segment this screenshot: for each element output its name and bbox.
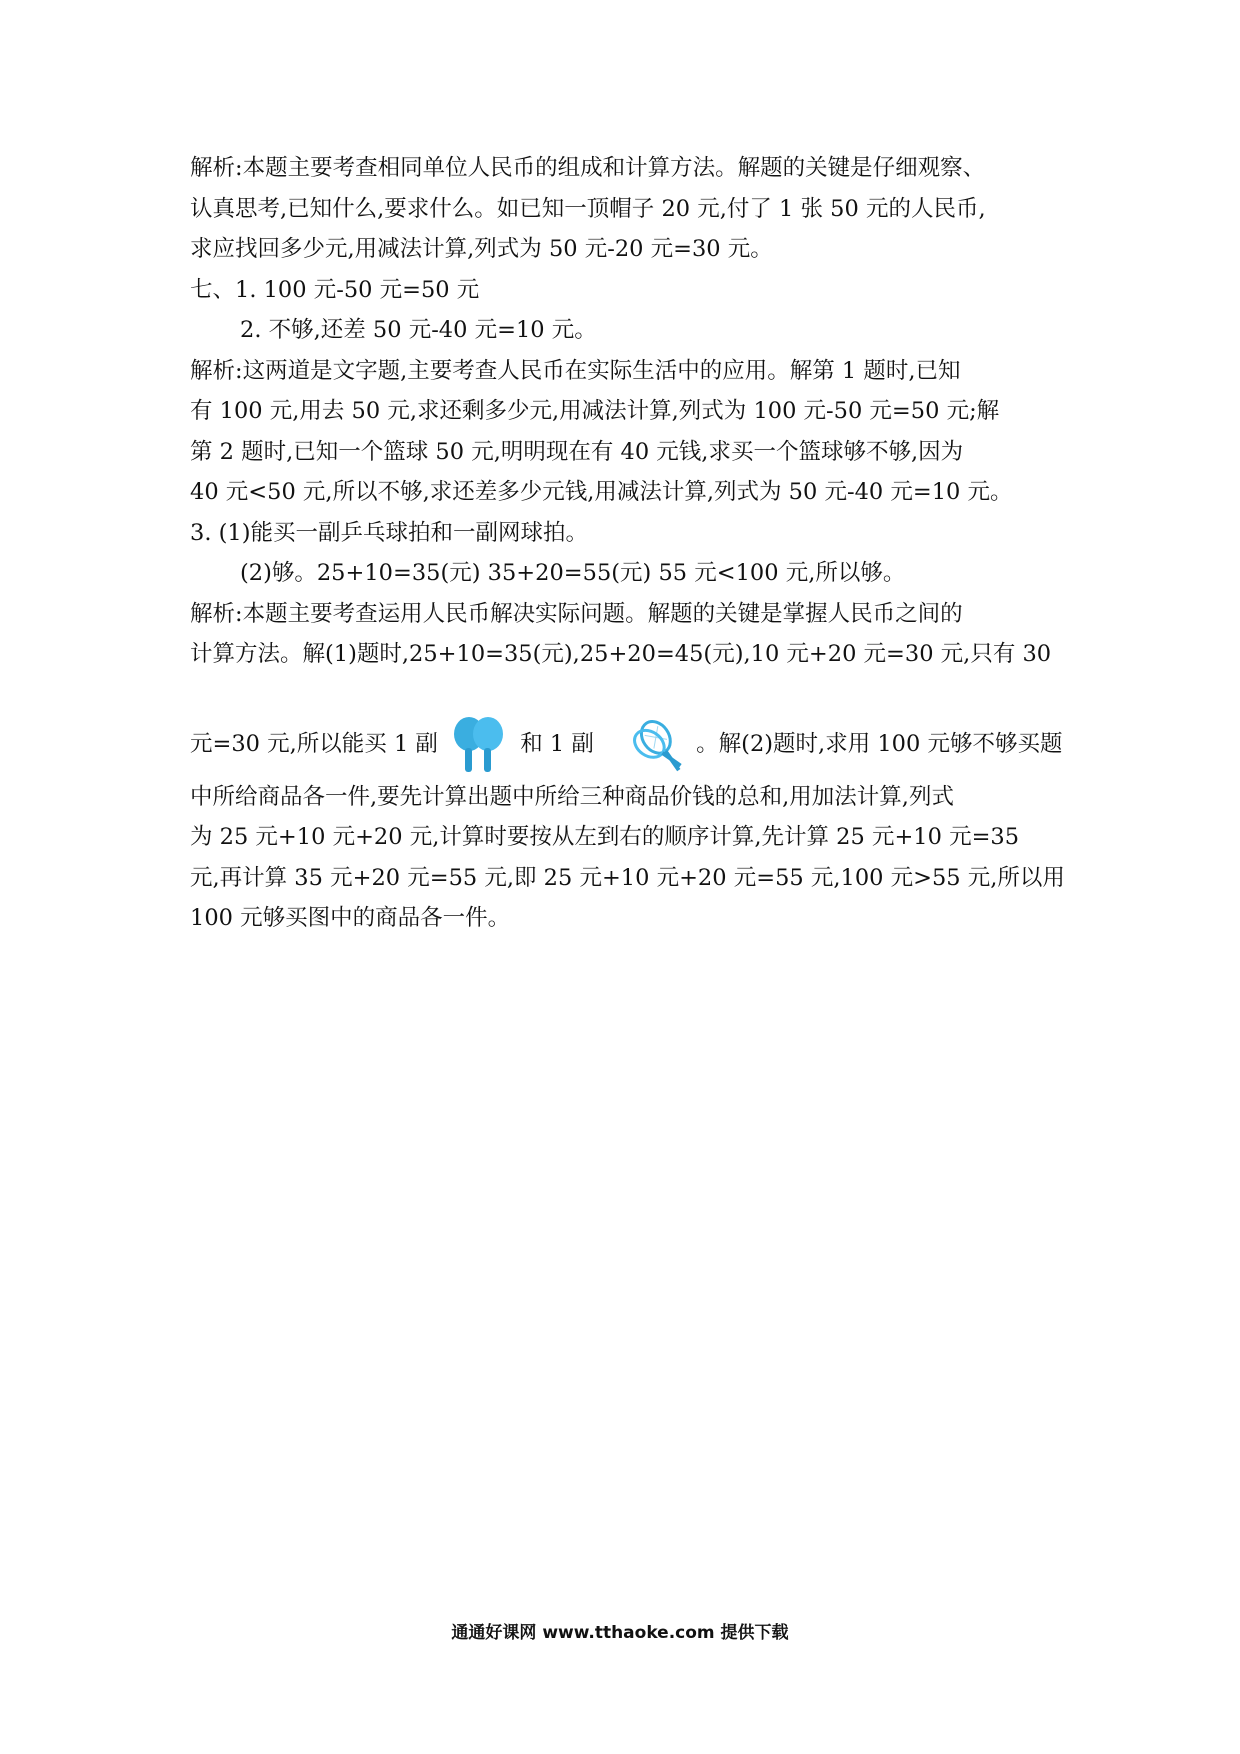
analysis-line-10: 中所给商品各一件,要先计算出题中所给三种商品价钱的总和,用加法计算,列式 [190, 783, 954, 810]
analysis-line-11: 为 25 元+10 元+20 元,计算时要按从左到右的顺序计算,先计算 25 元+10 元=35 [190, 824, 1020, 850]
tennis-rackets-icon [607, 717, 683, 773]
answer-three-1: 3. (1)能买一副乒乓球拍和一副网球拍。 [190, 519, 588, 546]
icon-line-before: 元=30 元,所以能买 1 副 [190, 730, 438, 757]
icon-line-middle: 和 1 副 [520, 730, 594, 757]
answer-seven-1: 七、1. 100 元-50 元=50 元 [190, 276, 480, 303]
footer-credit: 通通好课网 www.tthaoke.com 提供下载 [451, 1623, 789, 1643]
answer-content [190, 148, 1070, 939]
analysis-line-5: 有 100 元,用去 50 元,求还剩多少元,用减法计算,列式为 100 元-50 元=50 元;解 [190, 398, 1000, 424]
analysis-line-with-icons [190, 675, 1070, 777]
analysis-line-7: 40 元<50 元,所以不够,求还差多少元钱,用减法计算,列式为 50 元-40 元=10 元。 [190, 479, 1013, 505]
analysis-line-3: 求应找回多少元,用减法计算,列式为 50 元-20 元=30 元。 [190, 236, 773, 262]
analysis-line-1: 解析:本题主要考查相同单位人民币的组成和计算方法。解题的关键是仔细观察、 [190, 155, 986, 181]
analysis-line-12: 元,再计算 35 元+20 元=55 元,即 25 元+10 元+20 元=55 元,100 元>55 元,所以用 [190, 864, 1065, 891]
analysis-line-8: 解析:本题主要考查运用人民币解决实际问题。解题的关键是掌握人民币之间的 [190, 600, 963, 627]
ping-pong-paddles-icon [451, 714, 507, 776]
icon-line-after: 。解(2)题时,求用 100 元够不够买题 [696, 730, 1063, 757]
analysis-line-9: 计算方法。解(1)题时,25+10=35(元),25+20=45(元),10 元+20 元=30 元,只有 30 [190, 641, 1052, 667]
analysis-line-13: 100 元够买图中的商品各一件。 [190, 905, 511, 931]
analysis-line-4: 解析:这两道是文字题,主要考查人民币在实际生活中的应用。解第 1 题时,已知 [190, 357, 961, 384]
answer-three-2: (2)够。25+10=35(元) 35+20=55(元) 55 元<100 元,所以够。 [240, 560, 906, 586]
analysis-line-6: 第 2 题时,已知一个篮球 50 元,明明现在有 40 元钱,求买一个篮球够不够,因为 [190, 438, 964, 465]
answer-seven-2: 2. 不够,还差 50 元-40 元=10 元。 [240, 317, 597, 343]
analysis-line-2: 认真思考,已知什么,要求什么。如已知一顶帽子 20 元,付了 1 张 50 元的人民币, [190, 195, 986, 222]
